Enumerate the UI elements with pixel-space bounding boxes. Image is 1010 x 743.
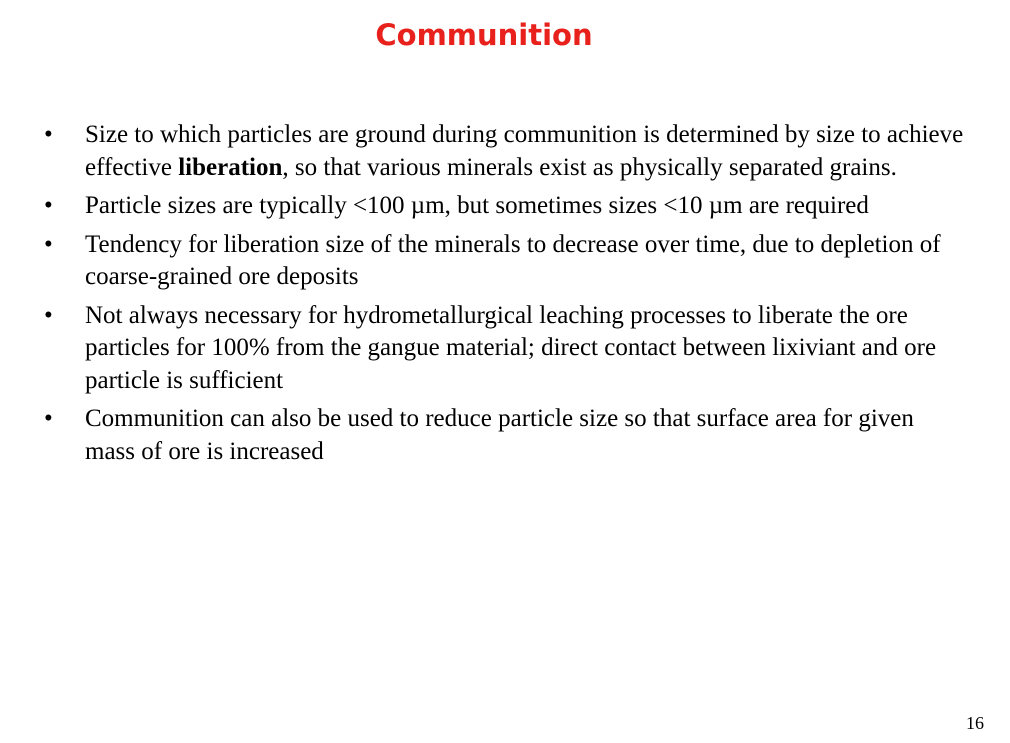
bullet-text-part: Size to which particles are ground during communition is determined by size to achieve effective [85, 121, 964, 181]
bullet-icon: • [44, 230, 53, 258]
page-number: 16 [966, 713, 984, 733]
bullet-item [44, 229, 964, 294]
bullet-icon: • [44, 405, 53, 432]
bullet-item [44, 190, 964, 223]
bullet-text-part: , so that various minerals exist as physically separated grains. [282, 153, 897, 181]
bullet-text: Particle sizes are typically <100 µm, but sometimes sizes <10 µm are required [85, 192, 869, 219]
slide-title: Communition [375, 18, 593, 52]
bullet-item [44, 403, 964, 468]
bullet-icon: • [44, 121, 53, 148]
bullet-icon: • [44, 301, 53, 329]
bullet-item [44, 119, 964, 184]
bullet-list [44, 119, 964, 474]
bullet-text [85, 121, 963, 181]
bullet-text-bold: liberation [178, 153, 283, 181]
bullet-icon: • [44, 192, 53, 219]
bullet-item [44, 300, 964, 398]
bullet-text: Communition can also be used to reduce particle size so that surface area for given mass of ore is increased [85, 405, 914, 465]
bullet-text: Not always necessary for hydrometallurgical leaching processes to liberate the ore particles for 100% from the gangue material; direct contact between lixiviant and ore particle is sufficient [85, 301, 937, 394]
bullet-text: Tendency for liberation size of the minerals to decrease over time, due to depletion of coarse-grained ore deposits [85, 230, 941, 290]
